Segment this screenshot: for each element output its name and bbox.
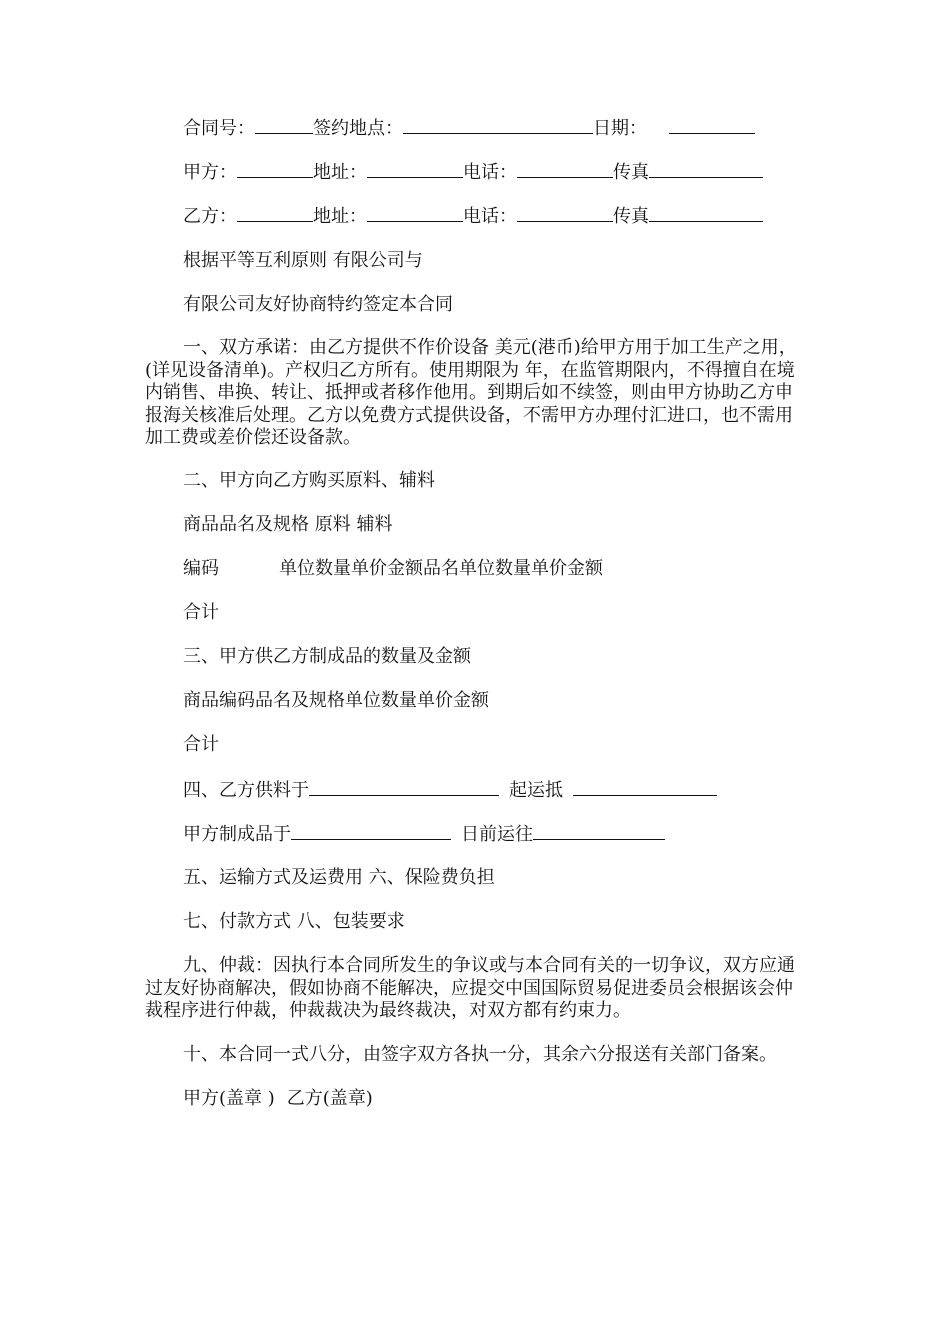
clause-9-paragraph: 九、仲裁：因执行本合同所发生的争议或与本合同有关的一切争议，双方应通过友好协商解决，假如协商不能解决，应提交中国国际贸易促进委员会根据该会仲裁程序进行仲裁，仲裁裁决为最终裁决，对双方都有约束力。 [145,955,795,1021]
date-blank [669,116,755,134]
code-label: 编码 [183,558,219,579]
party-a-blank [237,160,313,178]
party-b-address-blank [367,204,463,222]
party-a-address-label: 地址： [313,162,367,183]
party-b-fax-blank [649,204,763,222]
party-b-address-label: 地址： [313,206,367,227]
date-label: 日期： [593,118,647,139]
signature-line [183,1087,373,1111]
clause-4-supply-line [183,778,717,803]
clause-10: 十、本合同一式八分，由签字双方各执一分，其余六分报送有关部门备案。 [183,1044,777,1065]
clause-2-columns: 单位数量单价金额品名单位数量单价金额 [279,558,603,579]
party-a-line [183,160,763,185]
clause-1-paragraph: 一、双方承诺：由乙方提供不作价设备 美元(港币)给甲方用于加工生产之用，(详见设备清单)。产权归乙方所有。使用期限为 年，在监管期限内，不得擅自在境内销售、串换、转让、抵押或者移作他用。到期后如不续签，则由甲方协助乙方申报海关核准后处理。乙方以免费方式提供设备，不需甲方办理付汇进口，也不需用加工费或差价偿还设备款。 [145,337,797,448]
intro-line-1: 根据平等互利原则 有限公司与 [183,250,423,271]
contract-no-label: 合同号： [183,118,255,139]
supply-label: 四、乙方供料于 [183,780,309,801]
clause-2-title: 二、甲方向乙方购买原料、辅料 [183,470,435,491]
ship-destination-blank [573,778,717,796]
clause-2-total: 合计 [183,602,219,623]
product-date-blank [291,822,451,840]
ship-label: 起运抵 [509,780,563,801]
intro-line-2: 有限公司友好协商特约签定本合同 [183,294,453,315]
party-b-seal: 乙方(盖章) [286,1088,373,1109]
party-b-phone-label: 电话： [463,206,517,227]
clause-4-product-line [183,822,665,847]
party-b-fax-label: 传真 [613,206,649,227]
party-b-phone-blank [517,204,613,222]
sign-place-label: 签约地点： [313,118,403,139]
clause-2-table-header: 商品品名及规格 原料 辅料 [183,514,393,535]
party-a-label: 甲方： [183,162,237,183]
party-a-phone-blank [517,160,613,178]
clause-3-title: 三、甲方供乙方制成品的数量及金额 [183,646,471,667]
party-b-label: 乙方： [183,206,237,227]
product-label: 甲方制成品于 [183,824,291,845]
party-a-phone-label: 电话： [463,162,517,183]
party-a-fax-blank [649,160,763,178]
sign-place-blank [403,116,593,134]
party-a-fax-label: 传真 [613,162,649,183]
party-b-blank [237,204,313,222]
party-a-address-blank [367,160,463,178]
before-label: 日前运往 [461,824,533,845]
contract-header-line [183,116,755,141]
party-b-line [183,204,763,229]
contract-no-blank [255,116,313,134]
supply-date-blank [309,778,499,796]
clause-3-total: 合计 [183,734,219,755]
clause-5-6: 五、运输方式及运费用 六、保险费负担 [183,867,495,888]
clause-2-columns-line [183,557,603,581]
clause-3-table-header: 商品编码品名及规格单位数量单价金额 [183,690,489,711]
clause-7-8: 七、付款方式 八、包装要求 [183,911,405,932]
destination-blank [533,822,665,840]
party-a-seal: 甲方(盖章 ) [183,1088,275,1109]
